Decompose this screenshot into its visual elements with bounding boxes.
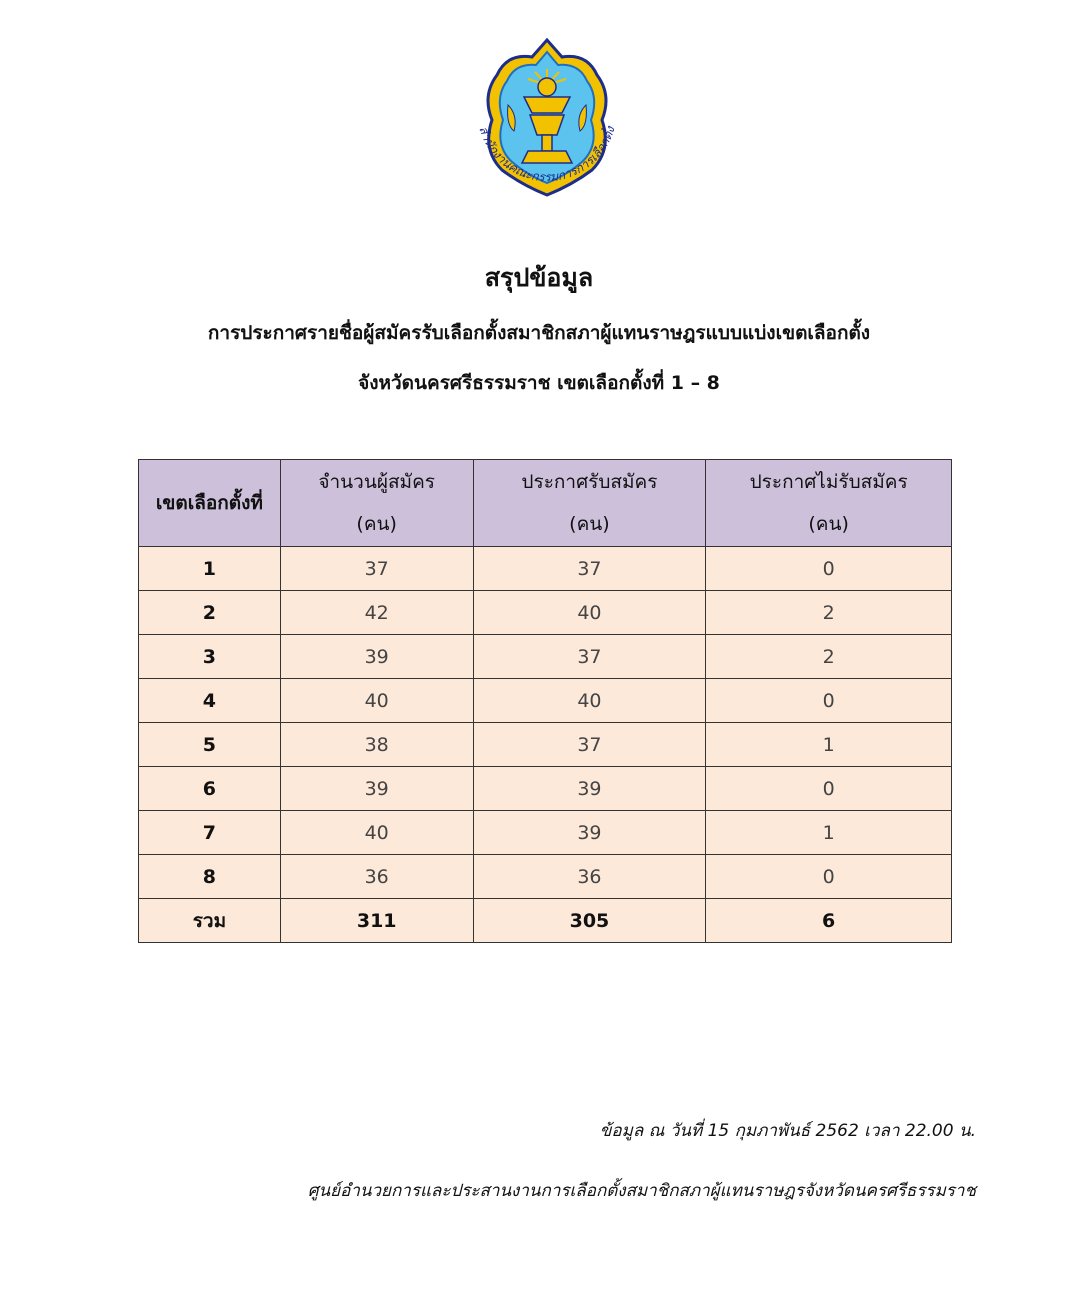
table-row xyxy=(139,855,952,899)
accepted-cell: 40 xyxy=(473,591,706,635)
district-cell: 3 xyxy=(139,635,281,679)
column-header-district: เขตเลือกตั้งที่ xyxy=(139,460,281,547)
district-cell: 6 xyxy=(139,767,281,811)
column-header-accepted: ประกาศรับสมัคร (คน) xyxy=(473,460,706,547)
applicants-cell: 37 xyxy=(280,547,473,591)
page-subtitle-province: จังหวัดนครศรีธรรมราช เขตเลือกตั้งที่ 1 – 8 xyxy=(358,372,720,394)
page-subtitle: การประกาศรายชื่อผู้สมัครรับเลือกตั้งสมาชิกสภาผู้แทนราษฎรแบบแบ่งเขตเลือกตั้ง xyxy=(207,322,871,344)
rejected-cell: 0 xyxy=(706,547,952,591)
total-accepted-cell: 305 xyxy=(473,899,706,943)
district-cell: 4 xyxy=(139,679,281,723)
applicants-cell: 42 xyxy=(280,591,473,635)
district-cell: 7 xyxy=(139,811,281,855)
rejected-cell: 0 xyxy=(706,855,952,899)
candidates-summary-table xyxy=(138,459,952,943)
svg-text:สำนักงานคณะกรรมการการเลือกตั้ง: สำนักงานคณะกรรมการการเลือกตั้ง xyxy=(476,124,618,185)
table-row xyxy=(139,591,952,635)
rejected-cell: 2 xyxy=(706,591,952,635)
total-label-cell: รวม xyxy=(139,899,281,943)
table-header-row xyxy=(139,460,952,547)
issuing-organization: ศูนย์อำนวยการและประสานงานการเลือกตั้งสมาชิกสภาผู้แทนราษฎรจังหวัดนครศรีธรรมราช xyxy=(307,1181,976,1201)
election-commission-seal-icon xyxy=(462,35,632,215)
data-timestamp: ข้อมูล ณ วันที่ 15 กุมภาพันธ์ 2562 เวลา 22.00 น. xyxy=(599,1121,976,1141)
table-row xyxy=(139,635,952,679)
column-header-applicants: จำนวนผู้สมัคร (คน) xyxy=(280,460,473,547)
table-row xyxy=(139,767,952,811)
district-cell: 5 xyxy=(139,723,281,767)
accepted-cell: 37 xyxy=(473,547,706,591)
district-cell: 8 xyxy=(139,855,281,899)
accepted-cell: 39 xyxy=(473,767,706,811)
total-rejected-cell: 6 xyxy=(706,899,952,943)
table-row xyxy=(139,723,952,767)
table-row xyxy=(139,811,952,855)
applicants-cell: 38 xyxy=(280,723,473,767)
accepted-cell: 37 xyxy=(473,635,706,679)
applicants-cell: 39 xyxy=(280,767,473,811)
rejected-cell: 0 xyxy=(706,767,952,811)
table-total-row xyxy=(139,899,952,943)
page-title: สรุปข้อมูล xyxy=(484,263,594,292)
applicants-cell: 40 xyxy=(280,811,473,855)
rejected-cell: 2 xyxy=(706,635,952,679)
table-row xyxy=(139,679,952,723)
applicants-cell: 39 xyxy=(280,635,473,679)
accepted-cell: 39 xyxy=(473,811,706,855)
column-header-rejected: ประกาศไม่รับสมัคร (คน) xyxy=(706,460,952,547)
total-applicants-cell: 311 xyxy=(280,899,473,943)
rejected-cell: 0 xyxy=(706,679,952,723)
accepted-cell: 37 xyxy=(473,723,706,767)
rejected-cell: 1 xyxy=(706,723,952,767)
table-row xyxy=(139,547,952,591)
rejected-cell: 1 xyxy=(706,811,952,855)
accepted-cell: 40 xyxy=(473,679,706,723)
accepted-cell: 36 xyxy=(473,855,706,899)
district-cell: 2 xyxy=(139,591,281,635)
applicants-cell: 36 xyxy=(280,855,473,899)
district-cell: 1 xyxy=(139,547,281,591)
applicants-cell: 40 xyxy=(280,679,473,723)
